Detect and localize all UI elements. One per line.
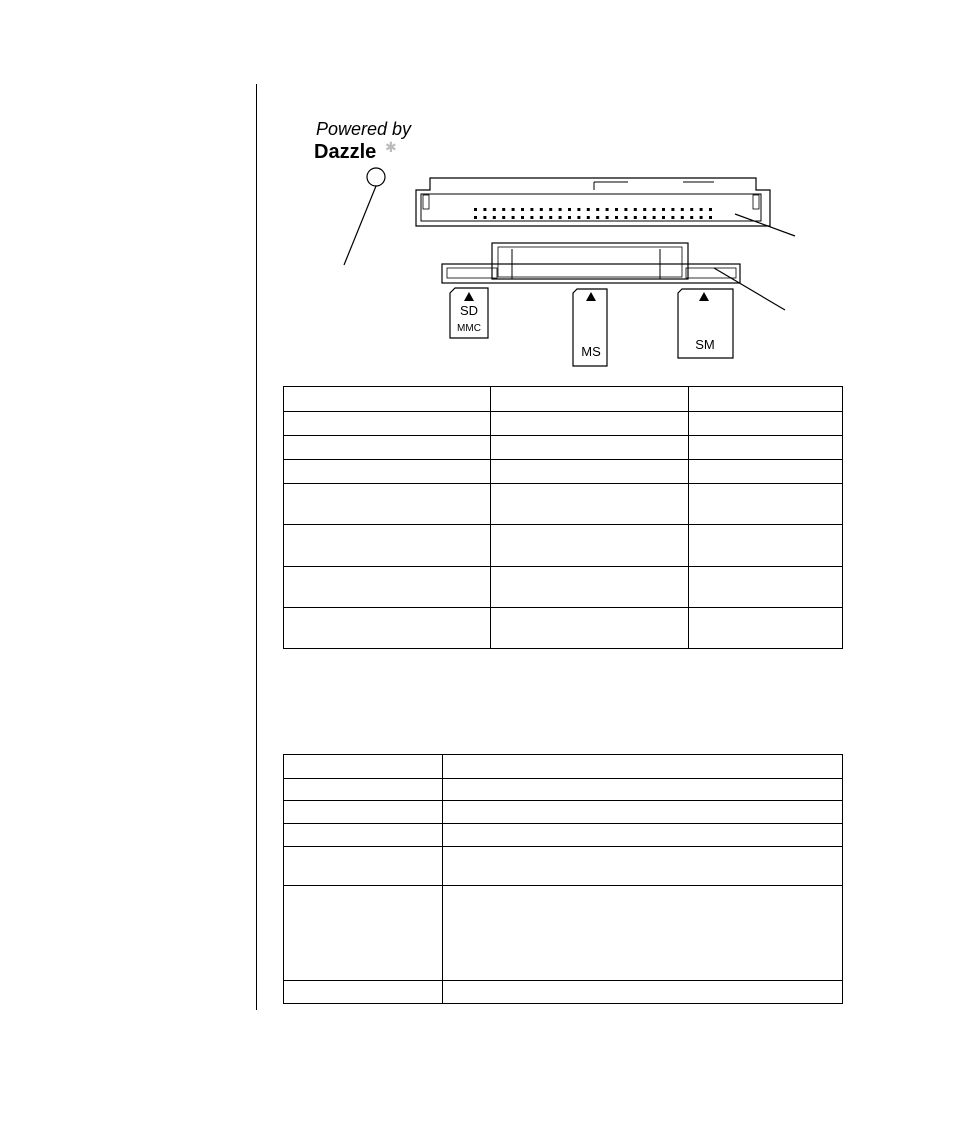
specification-table-2 (283, 754, 843, 1004)
table-cell (284, 525, 491, 567)
table-cell (689, 567, 843, 608)
brand-powered-by: Powered by (316, 119, 412, 139)
logo-star-icon: ✱ (385, 139, 397, 155)
table-cell (491, 412, 689, 436)
card-slot (442, 243, 740, 283)
table-cell (689, 525, 843, 567)
pin-hole (700, 216, 703, 219)
table-cell (284, 436, 491, 460)
pin-hole (606, 216, 609, 219)
pin-hole (577, 216, 580, 219)
pin-hole (653, 208, 656, 211)
pin-hole (596, 216, 599, 219)
table-row (284, 981, 843, 1004)
ms-label: MS (581, 344, 601, 359)
table-row (284, 525, 843, 567)
pin-hole (709, 216, 712, 219)
pin-hole (681, 216, 684, 219)
table-cell (443, 981, 843, 1004)
table-cell (284, 847, 443, 886)
pin-hole (709, 208, 712, 211)
activity-led (367, 168, 385, 186)
table-row (284, 412, 843, 436)
pin-hole (540, 208, 543, 211)
table-cell (284, 484, 491, 525)
table-cell (284, 801, 443, 824)
pin-hole (624, 208, 627, 211)
table-cell (491, 436, 689, 460)
card-reader-illustration (0, 0, 954, 380)
pin-hole (662, 208, 665, 211)
table-cell (443, 886, 843, 981)
table-row (284, 608, 843, 649)
pin-hole (662, 216, 665, 219)
pin-hole (700, 208, 703, 211)
table-row (284, 755, 843, 779)
connector-pins (474, 208, 712, 219)
table-row (284, 484, 843, 525)
pin-hole (512, 216, 515, 219)
pin-hole (653, 216, 656, 219)
table-cell (689, 484, 843, 525)
specification-table-1 (283, 386, 843, 649)
table-cell (284, 460, 491, 484)
table-row (284, 886, 843, 981)
table-cell (689, 608, 843, 649)
pin-hole (634, 208, 637, 211)
table-cell (443, 779, 843, 801)
table-cell (689, 460, 843, 484)
pin-hole (643, 208, 646, 211)
pin-hole (559, 216, 562, 219)
table-row (284, 567, 843, 608)
pin-hole (690, 216, 693, 219)
table-cell (491, 608, 689, 649)
pin-hole (568, 208, 571, 211)
pin-hole (624, 216, 627, 219)
table-cell (284, 755, 443, 779)
pin-hole (615, 208, 618, 211)
pin-hole (671, 216, 674, 219)
sd-label: SD (459, 303, 479, 318)
pin-hole (474, 208, 477, 211)
table-row (284, 460, 843, 484)
pin-hole (634, 216, 637, 219)
pin-hole (502, 208, 505, 211)
sm-insert-arrow-icon (699, 292, 709, 301)
table-cell (284, 567, 491, 608)
table-cell (284, 779, 443, 801)
table-cell (689, 387, 843, 412)
table-cell (284, 608, 491, 649)
pin-hole (587, 208, 590, 211)
table-cell (689, 412, 843, 436)
table-cell (491, 387, 689, 412)
pin-hole (530, 208, 533, 211)
pin-hole (568, 216, 571, 219)
pin-hole (521, 208, 524, 211)
pin-hole (681, 208, 684, 211)
table-cell (491, 484, 689, 525)
ms-insert-arrow-icon (586, 292, 596, 301)
smartmedia-card (678, 289, 733, 358)
table-cell (443, 755, 843, 779)
pin-hole (540, 216, 543, 219)
sd-insert-arrow-icon (464, 292, 474, 301)
table-cell (284, 412, 491, 436)
table-row (284, 779, 843, 801)
table-row (284, 436, 843, 460)
table-cell (443, 824, 843, 847)
pin-hole (493, 208, 496, 211)
ide-connector (416, 178, 770, 226)
pin-hole (512, 208, 515, 211)
table-cell (284, 824, 443, 847)
connector-callout-line (735, 214, 795, 236)
pin-hole (483, 216, 486, 219)
table-cell (491, 460, 689, 484)
table-row (284, 824, 843, 847)
table-cell (491, 567, 689, 608)
pin-hole (549, 216, 552, 219)
table-cell (284, 387, 491, 412)
pin-hole (493, 216, 496, 219)
pin-hole (530, 216, 533, 219)
pin-hole (502, 216, 505, 219)
table-cell (284, 886, 443, 981)
card-reader-diagram (0, 0, 954, 380)
sm-label: SM (695, 337, 715, 352)
pin-hole (549, 208, 552, 211)
pin-hole (615, 216, 618, 219)
pin-hole (559, 208, 562, 211)
memory-stick-card (573, 289, 607, 366)
sd-mmc-card (450, 288, 488, 338)
pin-hole (474, 216, 477, 219)
brand-dazzle-logo: Dazzle (314, 141, 377, 163)
table-row (284, 387, 843, 412)
pin-hole (643, 216, 646, 219)
table-row (284, 801, 843, 824)
pin-hole (587, 216, 590, 219)
table-cell (284, 981, 443, 1004)
pin-hole (690, 208, 693, 211)
table-cell (443, 847, 843, 886)
pin-hole (606, 208, 609, 211)
table-row (284, 847, 843, 886)
table-cell (491, 525, 689, 567)
led-callout-line (344, 186, 376, 265)
pin-hole (521, 216, 524, 219)
table-cell (689, 436, 843, 460)
table-cell (443, 801, 843, 824)
pin-hole (577, 208, 580, 211)
pin-hole (671, 208, 674, 211)
mmc-label: MMC (457, 323, 481, 334)
pin-hole (596, 208, 599, 211)
pin-hole (483, 208, 486, 211)
